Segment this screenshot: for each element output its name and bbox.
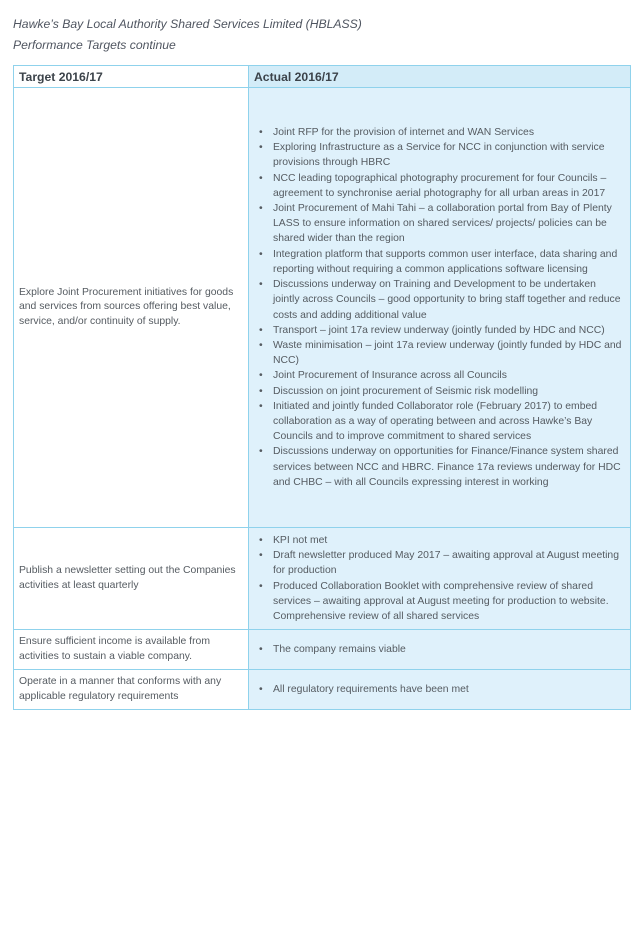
performance-targets-table — [13, 65, 631, 710]
list-item: • Produced Collaboration Booklet with comprehensive review of shared services – awaiting approval at August meeting for production to website. Comprehensive review of all shared services — [259, 579, 622, 625]
list-item: • Draft newsletter produced May 2017 – awaiting approval at August meeting for production — [259, 548, 622, 578]
target-cell: Operate in a manner that conforms with any applicable regulatory requirements — [14, 670, 249, 710]
target-cell: Publish a newsletter setting out the Companies activities at least quarterly — [14, 528, 249, 630]
column-header-actual: Actual 2016/17 — [249, 66, 631, 88]
actual-list — [259, 642, 622, 657]
list-item: • Discussions underway on Training and Development to be undertaken jointly across Councils – good opportunity to bring staff together and reduce costs and adding additional value — [259, 277, 622, 323]
table-row — [14, 670, 631, 710]
list-item: • NCC leading topographical photography procurement for four Councils – agreement to synchronise aerial photography for all urban areas in 2017 — [259, 171, 622, 201]
list-item: • Initiated and jointly funded Collaborator role (February 2017) to embed collaboration as a way of operating between and across Hawke’s Bay Councils and to improve commitment to shared services — [259, 399, 622, 445]
table-row — [14, 630, 631, 670]
actual-cell — [249, 630, 631, 670]
list-item: • Joint Procurement of Mahi Tahi – a collaboration portal from Bay of Plenty LASS to ensure information on shared services/ projects/ policies can be shared wider than the region — [259, 201, 622, 247]
list-item: • Discussion on joint procurement of Seismic risk modelling — [259, 384, 622, 399]
actual-list — [259, 682, 622, 697]
list-item: • Joint Procurement of Insurance across all Councils — [259, 368, 622, 383]
list-item: • Waste minimisation – joint 17a review underway (jointly funded by HDC and NCC) — [259, 338, 622, 368]
actual-cell — [249, 528, 631, 630]
column-header-target: Target 2016/17 — [14, 66, 249, 88]
list-item: • Discussions underway on opportunities for Finance/Finance system shared services between NCC and HBRC. Finance 17a reviews underway for HDC and CHBC – with all Councils expressing interest in working — [259, 444, 622, 490]
list-item: • Transport – joint 17a review underway (jointly funded by HDC and NCC) — [259, 323, 622, 338]
document-title: Hawke’s Bay Local Authority Shared Services Limited (HBLASS) — [13, 17, 362, 31]
target-cell: Explore Joint Procurement initiatives for goods and services from sources offering best value, service, and/or continuity of supply. — [14, 88, 249, 528]
list-item: • The company remains viable — [259, 642, 622, 657]
table-row — [14, 88, 631, 528]
actual-cell — [249, 88, 631, 528]
actual-cell — [249, 670, 631, 710]
list-item: • Joint RFP for the provision of internet and WAN Services — [259, 125, 622, 140]
table-header-row — [14, 66, 631, 88]
actual-list — [259, 125, 622, 490]
target-cell: Ensure sufficient income is available from activities to sustain a viable company. — [14, 630, 249, 670]
actual-list — [259, 533, 622, 624]
list-item: • All regulatory requirements have been met — [259, 682, 622, 697]
list-item: • KPI not met — [259, 533, 622, 548]
document-subtitle: Performance Targets continue — [13, 38, 176, 52]
table-row — [14, 528, 631, 630]
list-item: • Integration platform that supports common user interface, data sharing and reporting without requiring a common applications software licensing — [259, 247, 622, 277]
list-item: • Exploring Infrastructure as a Service for NCC in conjunction with service provisions through HBRC — [259, 140, 622, 170]
